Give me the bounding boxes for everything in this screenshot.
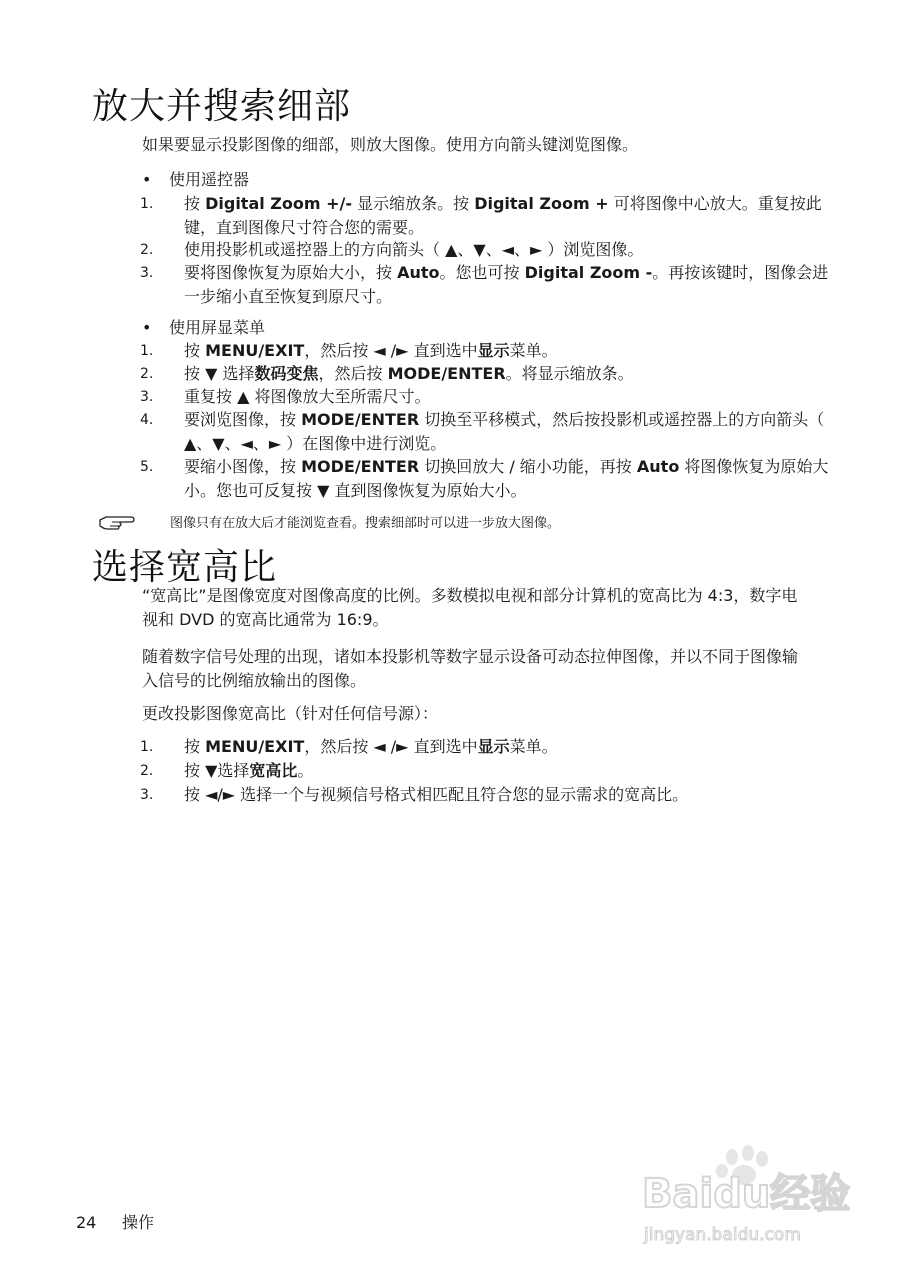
step-text-part: ，然后按 ◄ /► 直到选中 bbox=[304, 341, 478, 360]
step-text-part: 显示缩放条。按 bbox=[352, 194, 475, 213]
page-footer bbox=[76, 1210, 154, 1233]
aspect-para-3: 更改投影图像宽高比（针对任何信号源）： bbox=[142, 704, 439, 723]
remote-step-1: 1. 按 Digital Zoom +/- 显示缩放条。按 Digital Zoom + 可将图像中心放大。重复按此键，直到图像尺寸符合您的需要。 bbox=[140, 192, 830, 240]
bullet-remote-label: 使用遥控器 bbox=[169, 170, 250, 189]
step-text-part: MODE/ENTER bbox=[301, 410, 420, 429]
step-text-part: 菜单。 bbox=[509, 737, 558, 756]
step-text-part: 可将图像中心放大。重复按此键，直到图像尺寸符合您的需要。 bbox=[184, 194, 822, 237]
step-text-part: 。您也可按 bbox=[439, 263, 525, 282]
step-text-part: Auto bbox=[636, 457, 680, 476]
osd-step-3: 3. 重复按 ▲ 将图像放大至所需尺寸。 bbox=[140, 385, 830, 409]
bullet-osd: • 使用屏显菜单 bbox=[142, 318, 266, 337]
step-text bbox=[184, 238, 830, 262]
step-text bbox=[184, 455, 830, 503]
step-text-part: 。将显示缩放条。 bbox=[505, 364, 634, 383]
step-text-part: 要将图像恢复为原始大小，按 bbox=[184, 263, 398, 282]
aspect-para-1: “宽高比”是图像宽度对图像高度的比例。多数模拟电视和部分计算机的宽高比为 4:3，数字电视和 DVD 的宽高比通常为 16:9。 bbox=[142, 586, 798, 629]
section-title-zoom: 放大并搜索细部 bbox=[92, 86, 352, 127]
watermark-brand: Baidu经验 bbox=[642, 1171, 851, 1217]
bullet-remote: • 使用遥控器 bbox=[142, 170, 250, 189]
footer-section-name: 操作 bbox=[122, 1213, 155, 1232]
osd-step-5: 5. 要缩小图像，按 MODE/ENTER 切换回放大 / 缩小功能，再按 Auto 将图像恢复为原始大小。您也可反复按 ▼ 直到图像恢复为原始大小。 bbox=[140, 455, 830, 503]
step-text-part: 菜单。 bbox=[509, 341, 558, 360]
step-text bbox=[184, 385, 830, 409]
step-text-part: 显示 bbox=[477, 341, 510, 360]
step-text bbox=[184, 261, 830, 309]
step-text-part: 按 ▼ 选择 bbox=[184, 364, 255, 383]
step-text bbox=[184, 192, 830, 240]
step-text-part: 显示 bbox=[477, 737, 510, 756]
pointing-hand-icon bbox=[98, 511, 138, 533]
step-text-part: 要浏览图像，按 bbox=[184, 410, 302, 429]
watermark-url: jingyan.baidu.com bbox=[644, 1225, 801, 1245]
baidu-paw-logo bbox=[640, 1145, 855, 1250]
baidu-watermark bbox=[640, 1145, 855, 1250]
remote-step-3: 3. 要将图像恢复为原始大小，按 Auto。您也可按 Digital Zoom -。再按该键时，图像会进一步缩小直至恢复到原尺寸。 bbox=[140, 261, 830, 309]
osd-step-4: 4. 要浏览图像，按 MODE/ENTER 切换至平移模式，然后按投影机或遥控器上的方向箭头（ ▲、▼、◄、► ）在图像中进行浏览。 bbox=[140, 408, 830, 456]
aspect-para-2: 随着数字信号处理的出现，诸如本投影机等数字显示设备可动态拉伸图像，并以不同于图像输入信号的比例缩放输出的图像。 bbox=[142, 647, 799, 690]
step-text-part: ，然后按 bbox=[318, 364, 388, 383]
step-text-part: 使用投影机或遥控器上的方向箭头（ ▲、▼、◄、► ）浏览图像。 bbox=[184, 240, 644, 259]
step-text-part: 。 bbox=[297, 761, 314, 780]
step-text-part: Digital Zoom - bbox=[524, 263, 653, 282]
note bbox=[98, 511, 838, 533]
step-text bbox=[184, 339, 830, 363]
osd-step-2: 2. 按 ▼ 选择数码变焦，然后按 MODE/ENTER。将显示缩放条。 bbox=[140, 362, 830, 386]
step-text-part: MODE/ENTER bbox=[301, 457, 420, 476]
step-text-part: 按 bbox=[184, 194, 206, 213]
step-text-part: Digital Zoom + bbox=[474, 194, 609, 213]
step-text-part: 要缩小图像，按 bbox=[184, 457, 302, 476]
step-text bbox=[184, 759, 830, 783]
step-text-part: 按 ◄/► 选择一个与视频信号格式相匹配且符合您的显示需求的宽高比。 bbox=[184, 785, 689, 804]
step-text bbox=[184, 408, 830, 456]
step-text bbox=[184, 783, 830, 807]
bullet-osd-label: 使用屏显菜单 bbox=[169, 318, 266, 337]
step-text-part: 按 bbox=[184, 341, 206, 360]
page-number: 24 bbox=[76, 1213, 97, 1232]
step-text-part: 。再按该键时，图像会进一步缩小直至恢复到原尺寸。 bbox=[184, 263, 829, 306]
remote-step-2: 2. 使用投影机或遥控器上的方向箭头（ ▲、▼、◄、► ）浏览图像。 bbox=[140, 238, 830, 262]
step-text-part: 切换回放大 / 缩小功能，再按 bbox=[419, 457, 637, 476]
step-text-part: MENU/EXIT bbox=[205, 737, 305, 756]
aspect-step-3: 3. 按 ◄/► 选择一个与视频信号格式相匹配且符合您的显示需求的宽高比。 bbox=[140, 783, 830, 807]
step-text-part: 宽高比 bbox=[249, 761, 298, 780]
step-text-part: Digital Zoom +/- bbox=[205, 194, 353, 213]
step-text-part: ，然后按 ◄ /► 直到选中 bbox=[304, 737, 478, 756]
step-text-part: MENU/EXIT bbox=[205, 341, 305, 360]
step-text bbox=[184, 362, 830, 386]
note-text: 图像只有在放大后才能浏览查看。搜索细部时可以进一步放大图像。 bbox=[170, 516, 561, 531]
aspect-step-1: 1. 按 MENU/EXIT，然后按 ◄ /► 直到选中显示菜单。 bbox=[140, 735, 830, 759]
step-text-part: 按 bbox=[184, 737, 206, 756]
step-text bbox=[184, 735, 830, 759]
step-text-part: MODE/ENTER bbox=[387, 364, 506, 383]
zoom-intro: 如果要显示投影图像的细部，则放大图像。使用方向箭头键浏览图像。 bbox=[142, 135, 639, 154]
step-text-part: 数码变焦 bbox=[254, 364, 319, 383]
section-title-aspect: 选择宽高比 bbox=[92, 547, 278, 588]
step-text-part: 重复按 ▲ 将图像放大至所需尺寸。 bbox=[184, 387, 431, 406]
aspect-step-2: 2. 按 ▼选择宽高比。 bbox=[140, 759, 830, 783]
osd-step-1: 1. 按 MENU/EXIT，然后按 ◄ /► 直到选中显示菜单。 bbox=[140, 339, 830, 363]
step-text-part: Auto bbox=[397, 263, 440, 282]
step-text-part: 将图像恢复为原始大小。您也可反复按 ▼ 直到图像恢复为原始大小。 bbox=[184, 457, 829, 500]
step-text-part: 切换至平移模式，然后按投影机或遥控器上的方向箭头（ ▲、▼、◄、► ）在图像中进行浏览。 bbox=[184, 410, 825, 453]
step-text-part: 按 ▼选择 bbox=[184, 761, 250, 780]
